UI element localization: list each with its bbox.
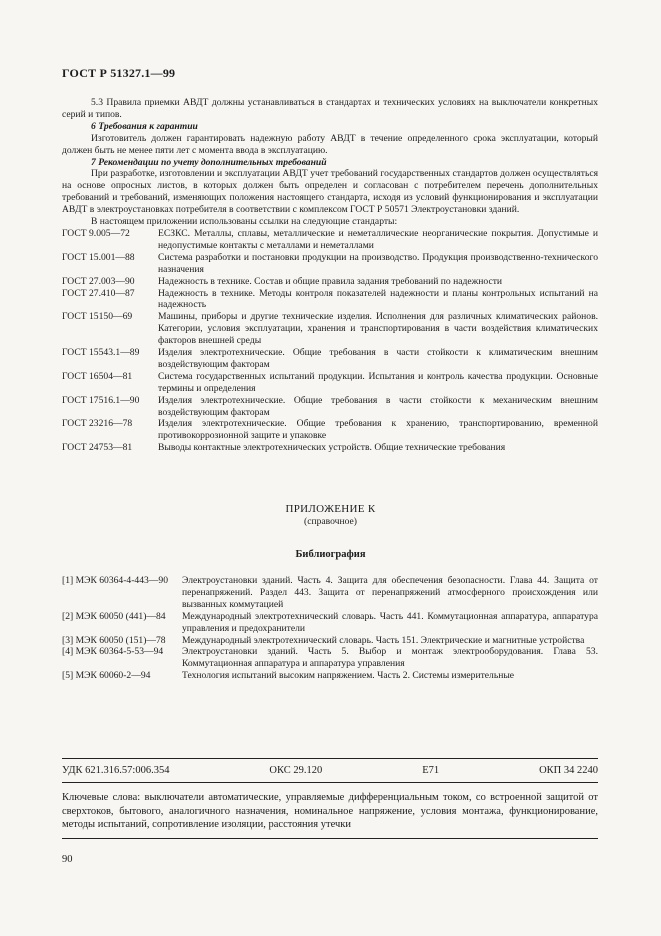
page-number: 90 — [62, 854, 73, 865]
bibliography-text: Электроустановки зданий. Часть 4. Защита для обеспечения безопасности. Глава 44. Защита от перенапряжений. Раздел 443. Защита от перенапряжений атмосферного происхождения или вызванных коммутацией — [182, 575, 598, 610]
reference-item — [62, 347, 598, 371]
section-7-text: При разработке, изготовлении и эксплуатации АВДТ учет требований государственных стандартов должен осуществляться на основе опросных листов, в которых должен быть определен и согласован с потребителем перечень дополнительных требований и требований, изменяющих положения настоящего стандарта, исходя из условий функционирования и эксплуатации АВДТ в электроустановках потребителя в соответствии с комплексом ГОСТ Р 50571 Электроустановки зданий. — [62, 168, 598, 216]
udk-code: УДК 621.316.57:006.354 — [62, 765, 170, 776]
bibliography-code: [3] МЭК 60050 (151)—78 — [62, 634, 166, 646]
reference-code: ГОСТ 17516.1—90 — [62, 394, 140, 406]
appendix-title: ПРИЛОЖЕНИЕ К — [285, 503, 376, 515]
okp-code: ОКП 34 2240 — [539, 765, 598, 776]
reference-item — [62, 288, 598, 312]
reference-text: Изделия электротехнические. Общие требования в части стойкости к климатическим внешним воздействующим факторам — [158, 347, 598, 370]
reference-code: ГОСТ 15150—69 — [62, 311, 133, 323]
reference-item — [62, 228, 598, 252]
bibliography-item — [62, 611, 598, 635]
reference-code: ГОСТ 27.410—87 — [62, 287, 135, 299]
reference-text: Надежность в технике. Состав и общие правила задания требований по надежности — [158, 275, 503, 287]
bibliography-text: Технология испытаний высоким напряжением. Часть 2. Системы измерительные — [182, 670, 515, 682]
bibliography-list — [62, 575, 598, 682]
bibliography-text: Международный электротехнический словарь. Часть 151. Электрические и магнитные устройства — [182, 634, 585, 646]
bibliography-item — [62, 575, 598, 611]
reference-item — [62, 252, 598, 276]
divider — [62, 758, 598, 759]
oks-code: ОКС 29.120 — [269, 765, 323, 776]
reference-item — [62, 395, 598, 419]
reference-item — [62, 311, 598, 347]
document-body — [62, 97, 598, 454]
bibliography-item — [62, 646, 598, 670]
clause-5-3: 5.3 Правила приемки АВДТ должны устанавливаться в стандартах и технических условиях на выключатели конкретных серий и типов. — [62, 97, 598, 120]
section-6-text: Изготовитель должен гарантировать надежную работу АВДТ в течение определенного срока эксплуатации, который должен быть не менее пяти лет с момента ввода в эксплуатацию. — [62, 132, 598, 156]
reference-text: Изделия электротехнические. Общие требования к хранению, транспортированию, временной противокоррозионной защите и упаковке — [158, 418, 598, 442]
reference-code: ГОСТ 16504—81 — [62, 370, 133, 382]
bibliography-text: Международный электротехнический словарь. Часть 441. Коммутационная аппаратура, аппаратура управления и предохранители — [182, 610, 598, 634]
reference-code: ГОСТ 9.005—72 — [62, 227, 130, 239]
reference-text: Выводы контактные электротехнических устройств. Общие технические требования — [158, 442, 506, 454]
reference-text: Надежность в технике. Методы контроля показателей надежности и планы контрольных испытаний на надежность — [158, 287, 598, 311]
bibliography-title: Библиография — [295, 549, 366, 560]
section-6-title: 6 Требования к гарантии — [91, 120, 198, 132]
e-code: Е71 — [422, 765, 440, 776]
reference-text: Система государственных испытаний продукции. Испытания и контроль качества продукции. Основные термины и определения — [158, 370, 598, 394]
reference-item — [62, 371, 598, 395]
section-7-title: 7 Рекомендации по учету дополнительных требований — [91, 156, 327, 168]
reference-item — [62, 276, 598, 288]
classification-line — [62, 765, 598, 776]
bibliography-text: Электроустановки зданий. Часть 5. Выбор и монтаж электрооборудования. Глава 53. Коммутационная аппаратура и аппаратура управления — [182, 646, 598, 670]
appendix-subtitle: (справочное) — [304, 516, 357, 527]
reference-text: Система разработки и постановки продукции на производство. Продукция производственно-технического назначения — [158, 251, 598, 275]
references-list — [62, 228, 598, 454]
bibliography-item — [62, 670, 598, 682]
reference-code: ГОСТ 15543.1—89 — [62, 347, 140, 359]
divider — [62, 782, 598, 783]
bibliography-item — [62, 635, 598, 647]
reference-item — [62, 418, 598, 442]
bibliography-code: [1] МЭК 60364-4-443—90 — [62, 575, 168, 586]
reference-code: ГОСТ 23216—78 — [62, 418, 133, 430]
references-intro: В настоящем приложении использованы ссылки на следующие стандарты: — [91, 216, 398, 228]
reference-item — [62, 442, 598, 454]
standard-header: ГОСТ Р 51327.1—99 — [62, 66, 176, 80]
bibliography-code: [2] МЭК 60050 (441)—84 — [62, 610, 166, 622]
divider — [62, 838, 598, 839]
reference-text: Изделия электротехнические. Общие требования в части стойкости к механическим внешним воздействующим факторам — [158, 394, 598, 418]
reference-text: ЕСЗКС. Металлы, сплавы, металлические и неметаллические неорганические покрытия. Допустимые и недопустимые контакты с металлами и неметаллами — [158, 227, 598, 251]
reference-code: ГОСТ 27.003—90 — [62, 275, 135, 287]
reference-code: ГОСТ 24753—81 — [62, 442, 133, 454]
bibliography-code: [5] МЭК 60060-2—94 — [62, 670, 151, 682]
bibliography-code: [4] МЭК 60364-5-53—94 — [62, 646, 164, 658]
reference-text: Машины, приборы и другие технические изделия. Исполнения для различных климатических районов. Категории, условия эксплуатации, хранения и транспортирования в части воздействия климатических факторов внешней среды — [158, 311, 598, 347]
reference-code: ГОСТ 15.001—88 — [62, 251, 135, 263]
keywords: Ключевые слова: выключатели автоматические, управляемые дифференциальным током, со встроенной защитой от сверхтоков, бытового, аналогичного назначения, номинальное напряжение, условия монтажа, функционирование, методы испытаний, сопротивление изоляции, расстояния утечки — [62, 792, 598, 831]
